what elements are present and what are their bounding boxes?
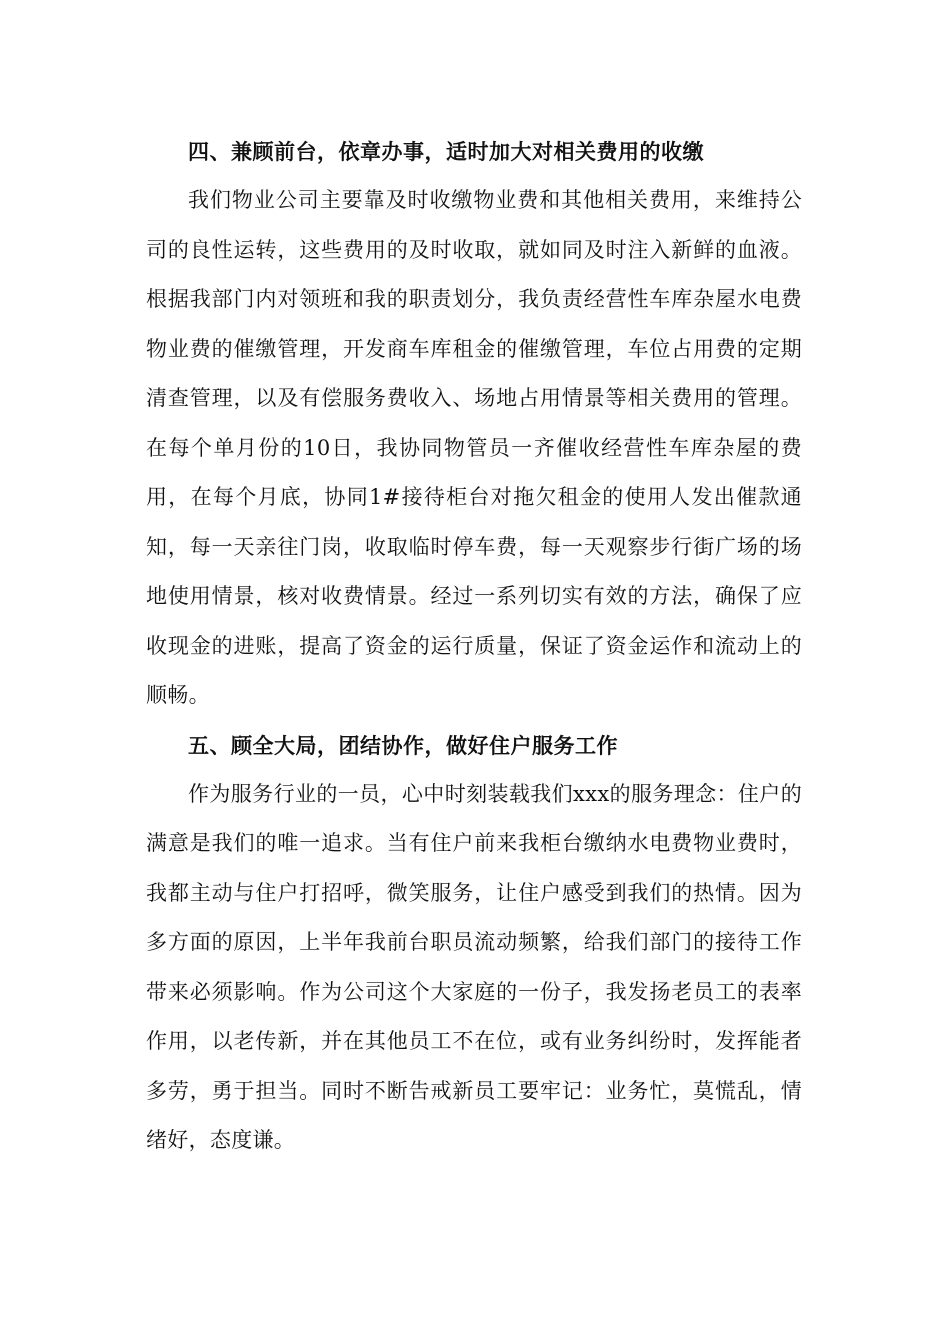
section-5-heading: 五、顾全大局，团结协作，做好住户服务工作 — [188, 732, 618, 758]
section-5-paragraph: 作为服务行业的一员，心中时刻装载我们xxx的服务理念：住户的满意是我们的唯一追求。当有住户前来我柜台缴纳水电费物业费时，我都主动与住户打招呼，微笑服务，让住户感受到我们的热情。因为多方面的原因，上半年我前台职员流动频繁，给我们部门的接待工作带来必须影响。作为公司这个大家庭的一份子，我发扬老员工的表率作用，以老传新，并在其他员工不在位，或有业务纠纷时，发挥能者多劳，勇于担当。同时不断告戒新员工要牢记：业务忙，莫慌乱，情绪好，态度谦。 — [146, 781, 802, 1152]
section-4-heading: 四、兼顾前台，依章办事，适时加大对相关费用的收缴 — [188, 139, 704, 164]
document-page — [146, 127, 802, 1166]
section-4-paragraph: 我们物业公司主要靠及时收缴物业费和其他相关费用，来维持公司的良性运转，这些费用的及时收取，就如同及时注入新鲜的血液。根据我部门内对领班和我的职责划分，我负责经营性车库杂屋水电费物业费的催缴管理，开发商车库租金的催缴管理，车位占用费的定期清查管理，以及有偿服务费收入、场地占用情景等相关费用的管理。在每个单月份的10日，我协同物管员一齐催收经营性车库杂屋的费用，在每个月底，协同1#接待柜台对拖欠租金的使用人发出催款通知，每一天亲往门岗，收取临时停车费，每一天观察步行街广场的场地使用情景，核对收费情景。经过一系列切实有效的方法，确保了应收现金的进账，提高了资金的运行质量，保证了资金运作和流动上的顺畅。 — [146, 188, 802, 707]
